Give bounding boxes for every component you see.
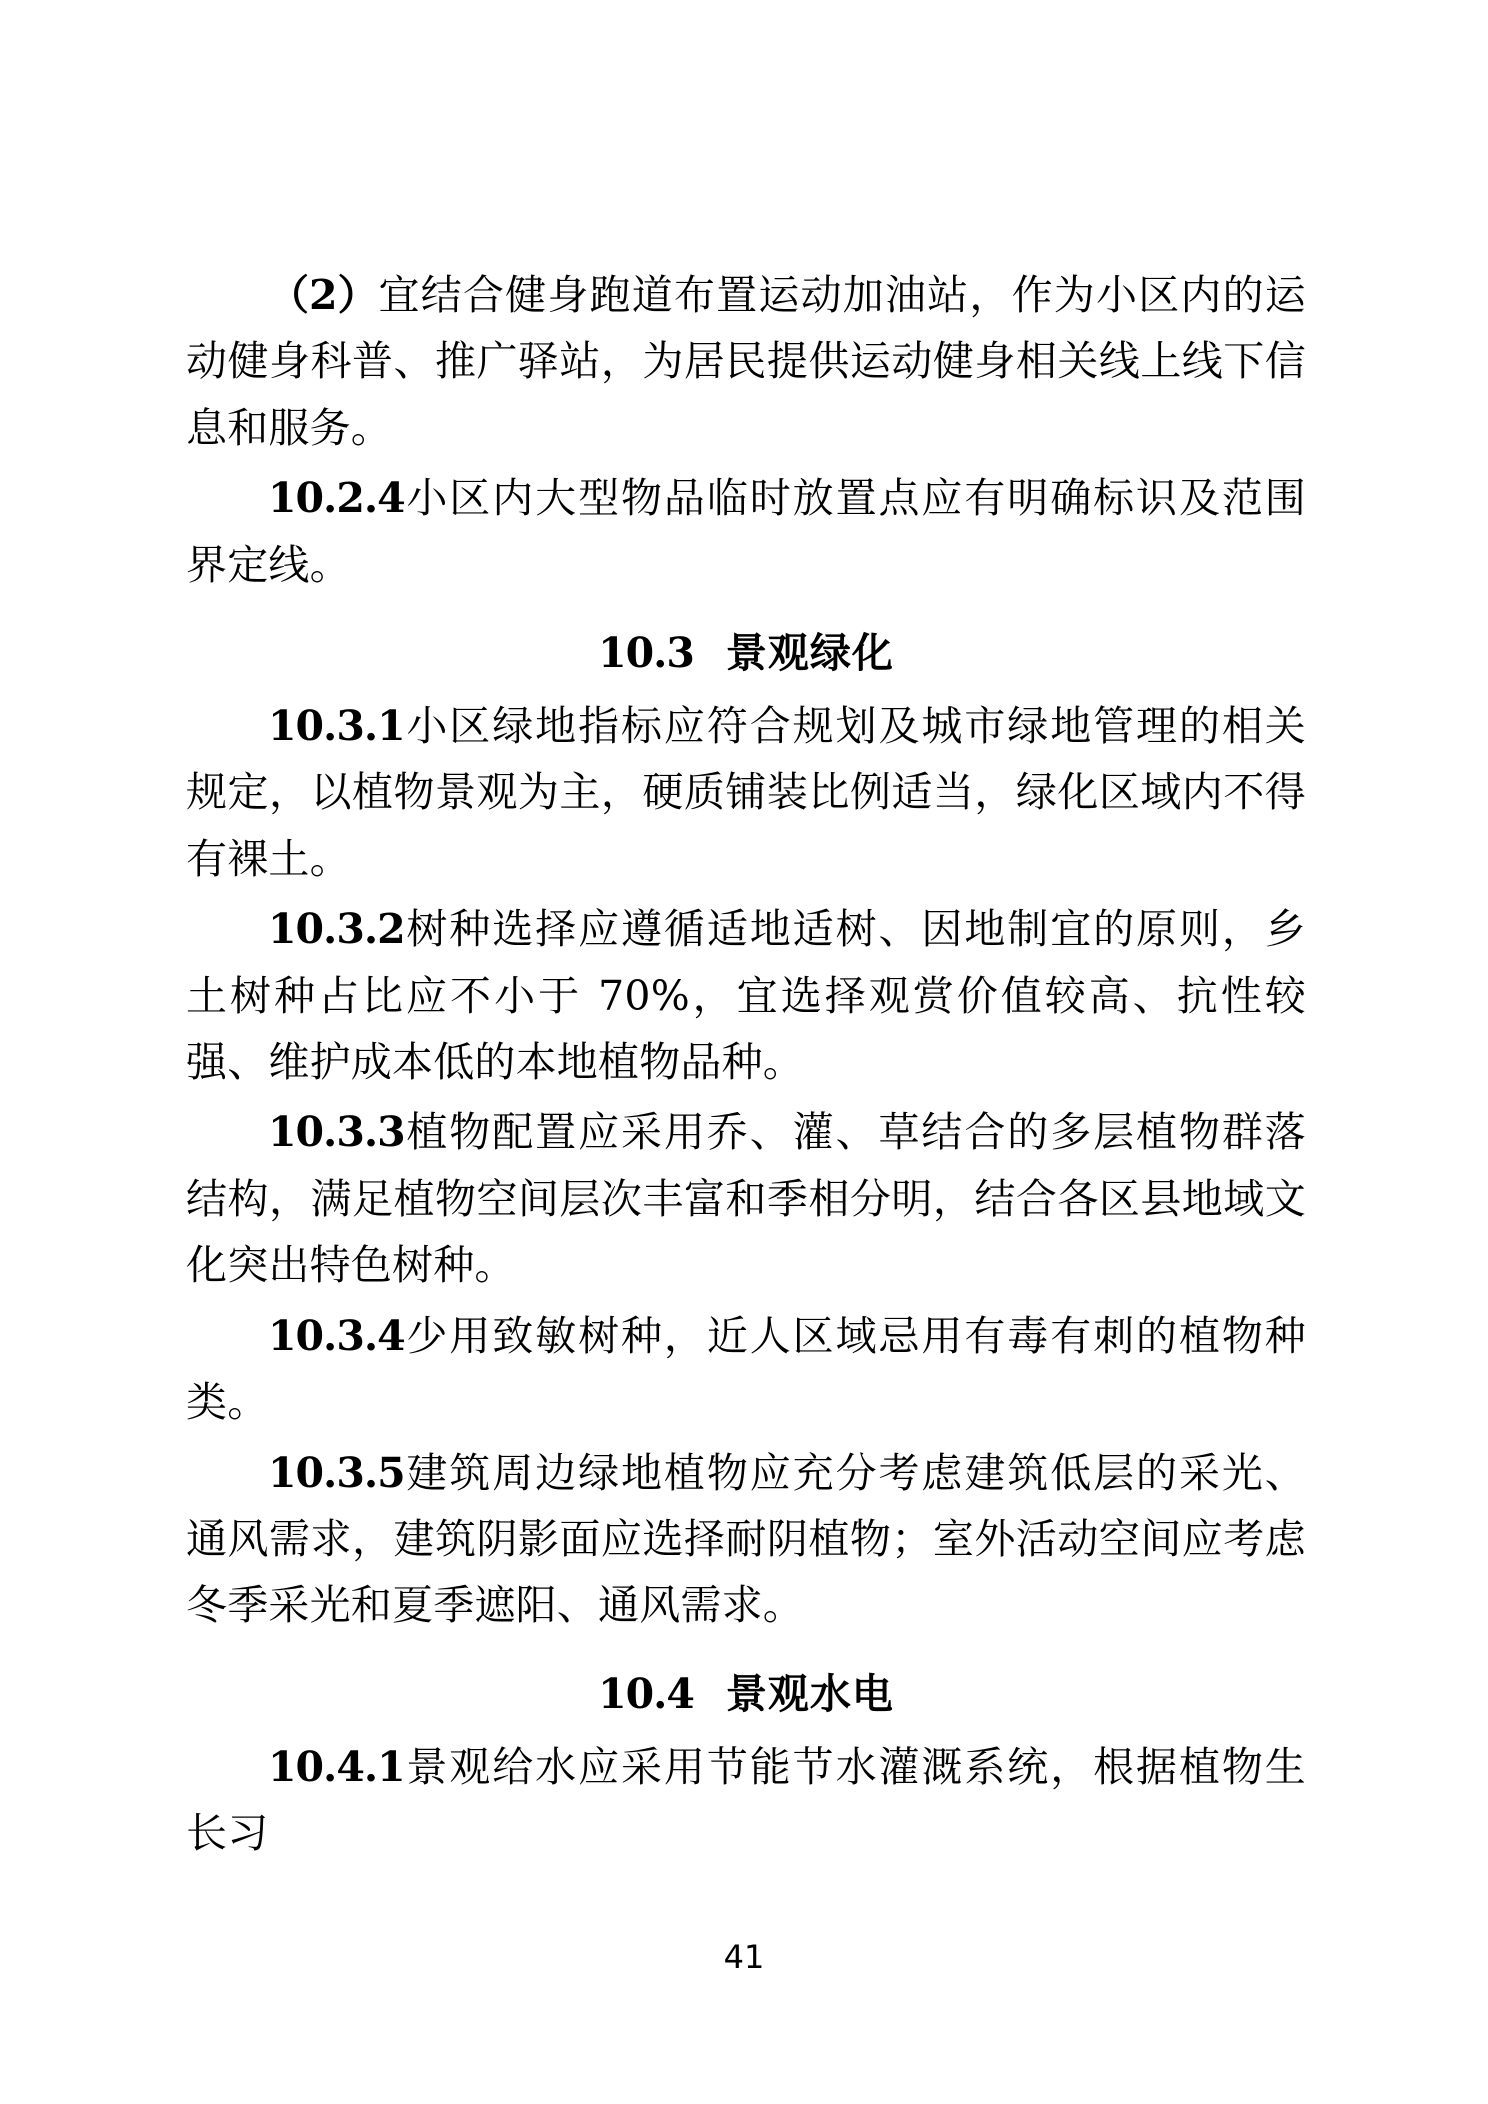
- paragraph-number: 10.3.5: [268, 1448, 405, 1497]
- section-number: 10.3: [598, 629, 694, 678]
- paragraph-text: 植物配置应采用乔、灌、草结合的多层植物群落结构，满足植物空间层次丰富和季相分明，结合各区县地域文化突出特色树种。: [186, 1108, 1306, 1290]
- paragraph-text: 宜结合健身跑道布置运动加油站，作为小区内的运动健身科普、推广驿站，为居民提供运动健身相关线上线下信息和服务。: [186, 271, 1306, 452]
- paragraph: [186, 896, 1306, 1095]
- paragraph-number: 10.4.1: [268, 1742, 405, 1791]
- paragraph-text: 小区内大型物品临时放置点应有明确标识及范围界定线。: [186, 474, 1306, 589]
- paragraph-number: 10.3.4: [268, 1311, 405, 1360]
- paragraph-text: 建筑周边绿地植物应充分考虑建筑低层的采光、通风需求，建筑阴影面应选择耐阴植物；室外活动空间应考虑冬季采光和夏季遮阳、通风需求。: [186, 1448, 1306, 1630]
- paragraph-number: 10.3.1: [268, 702, 405, 751]
- section-title: 景观绿化: [725, 629, 894, 678]
- paragraph: [186, 1734, 1306, 1867]
- page-content: [186, 262, 1306, 1871]
- paragraph: [186, 1099, 1306, 1298]
- section-number: 10.4: [598, 1669, 694, 1718]
- paragraph-text: 少用致敏树种，近人区域忌用有毒有刺的植物种类。: [186, 1311, 1306, 1427]
- paragraph-text: 小区绿地指标应符合规划及城市绿地管理的相关规定，以植物景观为主，硬质铺装比例适当，绿化区域内不得有裸土。: [186, 702, 1306, 883]
- paragraph: [186, 1303, 1306, 1436]
- paragraph: [186, 693, 1306, 892]
- section-heading: [186, 1661, 1306, 1720]
- paragraph-text: 树种选择应遵循适地适树、因地制宜的原则，乡土树种占比应不小于 70%，宜选择观赏价值较高、抗性较强、维护成本低的本地植物品种。: [186, 905, 1306, 1087]
- paragraph-number: 10.3.2: [268, 905, 405, 954]
- page-number: 41: [723, 1938, 765, 1976]
- paragraph-number: 10.2.4: [268, 474, 405, 523]
- paragraph: [186, 262, 1306, 461]
- paragraph: [186, 1440, 1306, 1639]
- paragraph: [186, 465, 1306, 598]
- paragraph-text: 景观给水应采用节能节水灌溉系统，根据植物生长习: [186, 1742, 1306, 1858]
- paragraph-number: （2）: [268, 271, 379, 319]
- paragraph-number: 10.3.3: [268, 1108, 405, 1157]
- section-heading: [186, 620, 1306, 679]
- section-title: 景观水电: [725, 1669, 894, 1718]
